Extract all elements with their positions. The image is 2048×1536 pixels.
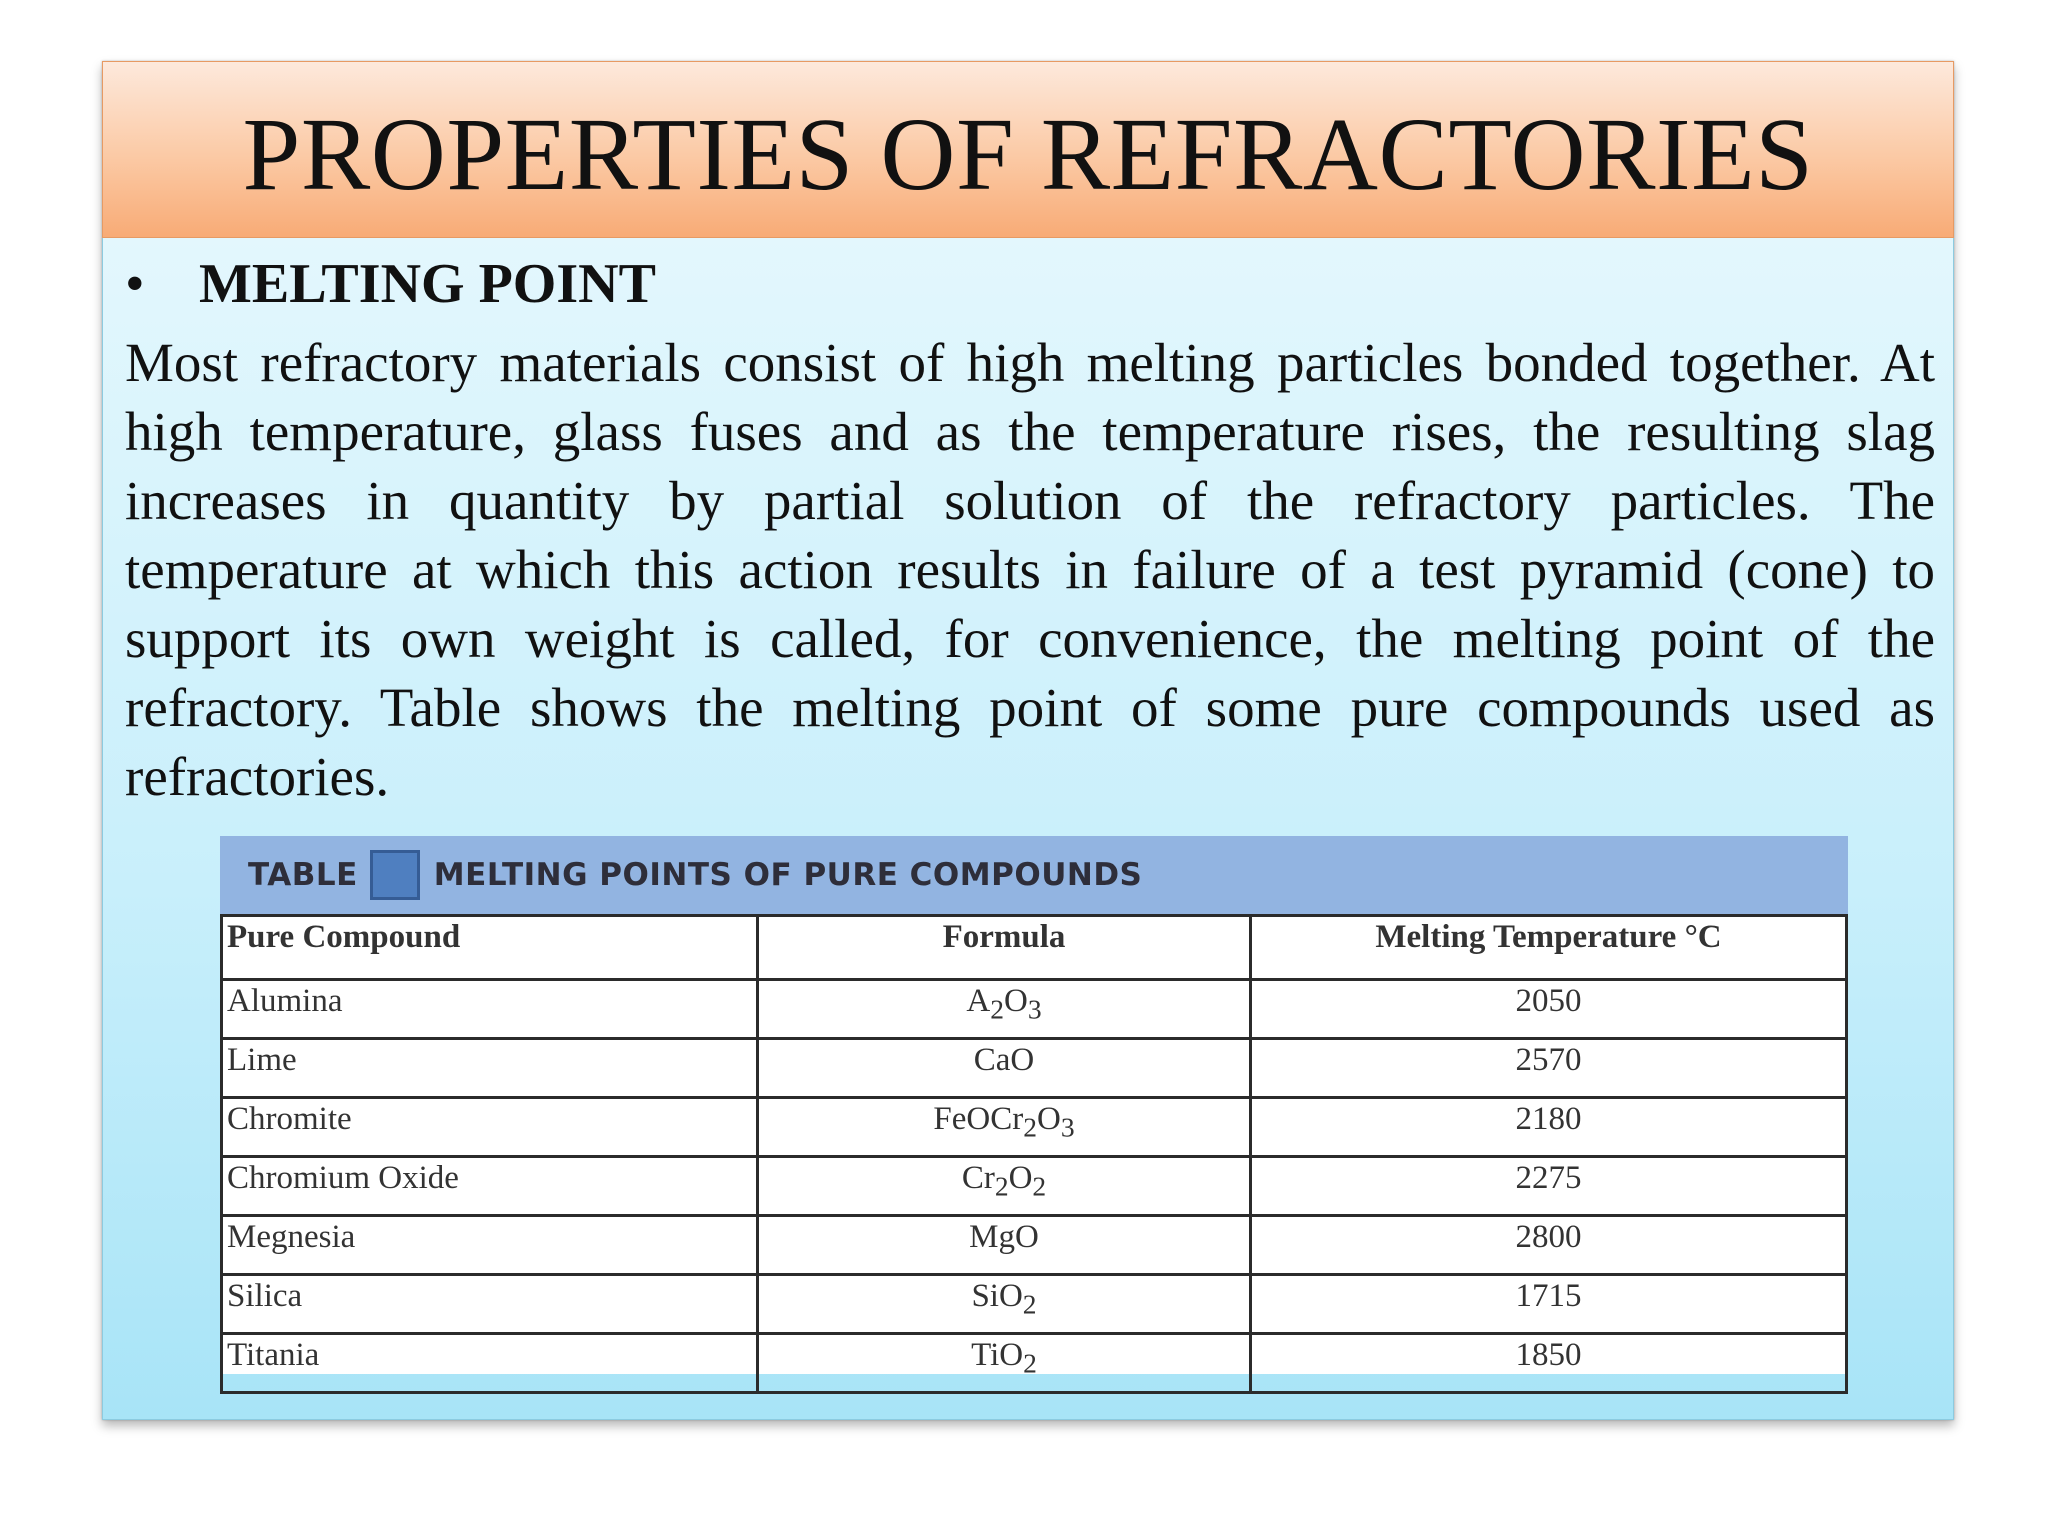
temperature-cell: 2050 xyxy=(1251,980,1847,1039)
compound-cell: Lime xyxy=(222,1039,758,1098)
bullet-heading-text: MELTING POINT xyxy=(199,253,656,315)
table-caption: MELTING POINTS OF PURE COMPOUNDS xyxy=(433,857,1143,893)
table-row xyxy=(222,980,1847,1039)
formula-cell: SiO$_2$ xyxy=(758,1275,1251,1334)
bullet-heading xyxy=(125,252,656,316)
title-band xyxy=(102,61,1954,238)
formula-cell: $Cr_2O_2$ xyxy=(758,1157,1251,1216)
table-row xyxy=(222,1098,1847,1157)
formula-cell: CaO xyxy=(758,1039,1251,1098)
slide xyxy=(102,61,1954,1420)
formula-cell: TiO$_2$ xyxy=(758,1334,1251,1393)
table-row xyxy=(222,1275,1847,1334)
temperature-cell: 1850 xyxy=(1251,1334,1847,1393)
data-table xyxy=(220,914,1848,1394)
temperature-cell: 2570 xyxy=(1251,1039,1847,1098)
formula-cell: $FeOCr_2O_3$ xyxy=(758,1098,1251,1157)
table-row xyxy=(222,1039,1847,1098)
compound-cell: Chromite xyxy=(222,1098,758,1157)
compound-cell: Megnesia xyxy=(222,1216,758,1275)
formula-cell: MgO xyxy=(758,1216,1251,1275)
temperature-cell: 1715 xyxy=(1251,1275,1847,1334)
compound-cell: Titania xyxy=(222,1334,758,1393)
content-area xyxy=(102,238,1954,1420)
melting-points-table xyxy=(220,836,1848,1379)
table-label: TABLE xyxy=(248,857,358,893)
bullet-icon: • xyxy=(125,253,145,315)
formula-cell: $A_2O_3$ xyxy=(758,980,1251,1039)
body-paragraph: Most refractory materials consist of high melting particles bonded together. At high temperature, glass fuses and as the temperature rises, the resulting slag increases in quantity by partial solution of the refractory particles. The temperature at which this action results in failure of a test pyramid (cone) to support its own weight is called, for convenience, the melting point of the refractory. Table shows the melting point of some pure compounds used as refractories. xyxy=(125,332,1935,807)
table-row xyxy=(222,1334,1847,1393)
column-header-compound: Pure Compound xyxy=(222,916,758,980)
slide-title: PROPERTIES OF REFRACTORIES xyxy=(242,96,1814,212)
compound-cell: Chromium Oxide xyxy=(222,1157,758,1216)
table-header-row xyxy=(222,916,1847,980)
temperature-cell: 2180 xyxy=(1251,1098,1847,1157)
temperature-cell: 2275 xyxy=(1251,1157,1847,1216)
table-caption-band xyxy=(220,836,1848,914)
column-header-temperature: Melting Temperature °C xyxy=(1251,916,1847,980)
temperature-cell: 2800 xyxy=(1251,1216,1847,1275)
column-header-formula: Formula xyxy=(758,916,1251,980)
compound-cell: Alumina xyxy=(222,980,758,1039)
table-row xyxy=(222,1216,1847,1275)
compound-cell: Silica xyxy=(222,1275,758,1334)
table-row xyxy=(222,1157,1847,1216)
table-body xyxy=(222,980,1847,1393)
table-number-box-icon xyxy=(370,850,420,900)
